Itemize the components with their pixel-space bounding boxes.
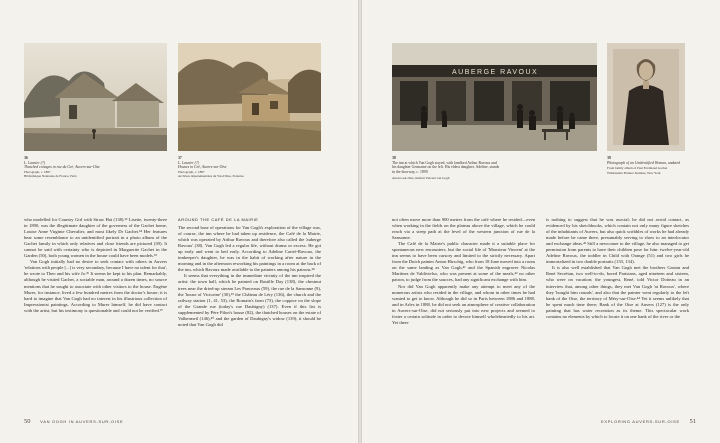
right-footer (601, 418, 696, 425)
paragraph: The Café de la Mairie's public character made it a suitable place for spontaneous new encounters, but the social life of 'Monsieur Vincent' at the inn seems to have been cursory and limited to the strictly necessary. Apart from the Dutch painter Anton Hirschig, who from 18 June moved into a room on the same landing as Van Gogh,⁴¹ and the Spanish engraver Nicolas Martínez de Valdivielso, who was present at some of the meals,⁴² no other patron, to judge from the sources, had any significant exchange with him. (392, 241, 535, 283)
left-footer (24, 418, 123, 425)
page-number: 50 (24, 418, 31, 425)
paragraph: The second base of operations for Van Gogh's exploration of the village was, of course, the inn where he had taken up residence, the Café de la Mairie, which was operated by Arthur Ravoux and therefore also called the 'auberge Ravoux' (38). Van Gogh led a regular life, without drama or excess. He got up early and went to bed early. According to Adeline Carrié-Ravoux, the innkeeper's daughter, he was in the habit of working after nature in the morning and in the afternoon reworking his paintings in a room at the back of the inn, which Ravoux made available to the painters among his patrons.³⁸ (178, 225, 321, 273)
paragraph: who modelled for Country Girl with Straw Hat (138).³³ Lisette, twenty-three in 1890, was the illegitimate daughter of the governess of the Gachet home, Louise Anne Virginie Chevalier, and most likely Dr Gachet.³⁴ Her features bear some resemblance to an unidentified portrait in a photo album of the Gachet family in which only relatives and close friends are pictured (39). It cannot be said with certainty who is depicted in Marguerite Gachet in the Garden (50), both young women in the house could have been models.³⁵ (24, 217, 167, 259)
left-text-column-2 (178, 217, 321, 328)
right-text-column-2 (546, 217, 689, 320)
running-title: EXPLORING AUVERS-SUR-OISE (601, 419, 680, 424)
figure-36-photo (24, 43, 167, 151)
paragraph: It is also well established that Van Gogh met the brothers Gaston and René Secrétan, two well-to-do, bored Parisians, aged nineteen and sixteen, who were on vacation; the youngest, René, told Victor Doiteau in an interview that, among other things, they met Van Gogh 'at Ravoux', where they 'bought him rounds', and also that the painter went regularly to the left bank of the Oise, the territory of Méry-sur-Oise.⁴⁴ Yet it seems unlikely that he spent much time there; Bank of the Oise at Auvers (127) is the only painting that has water recreation as its theme. This spectacular work contains no elements by which to locate it on one bank of the river or the (546, 265, 689, 319)
right-text-column-1 (392, 217, 535, 326)
figure-38-caption: 38 The inn at which Van Gogh stayed, with landlord Arthur Ravoux and his daughter Germaine on the left. His eldest daughter, Adeline, stands in the doorway, c. 1890 Auvers-sur-Oise, Institut Vincent van Gogh (392, 156, 500, 181)
paragraph: It seems that everything in the immediate vicinity of the inn inspired the artist: the town hall, which he painted on Bastille Day (138), the chestnut trees near the dried-up stream Les Ponceaux (59), the rue de la Sansonne (9), the 'house of Victorine' (30),³⁹ the Château de Léry (136), the church and the railway station (1, 41, 53), the Romain's farm (73), the coppice on the slope of the Grande rue (today's rue Daubigny) (137). Even if this list is supplemented by Père Pilon's house (82), the thatched houses on the estate of Valhermeil (146),⁴⁰ and the garden of Daubigny's widow (139), it should be noted that Van Gogh did (178, 273, 321, 327)
running-title: VAN GOGH IN AUVERS-SUR-OISE (40, 419, 124, 424)
inn-sign-text: AUBERGE RAVOUX (452, 69, 539, 76)
section-heading: AROUND THE CAFÉ DE LA MAIRIE (178, 217, 259, 222)
right-page (362, 0, 720, 443)
figure-36-caption: 36 L. Lasnier (?) Thatched cottages in rue du Gré, Auvers-sur-Oise Photograph, c. 1887 Bibliothèque Nationale de France, Paris (24, 156, 100, 179)
paragraph: is nothing to suggest that he was asocial; he did not avoid contact, as evidenced by his sketchbooks, which contain not only many figure sketches of the inhabitants of Auvers, but also quick scribbles of works he had already made before he came there, presumably serving to show to an interlocutor and exchange ideas.⁴³ Still a newcomer to the village, he also managed to get permission from parents to have their children pose for him: twelve-year-old Adeline Ravoux, the toddler in Child with Orange (51) and two girls he immortalized in two double portraits (133, 134). (546, 217, 689, 265)
figure-37-caption: 37 L. Lasnier (?) Houses in Gré, Auvers-sur-Oise Photograph, c. 1887 Archives départementales du Val-d'Oise, Pontoise (178, 156, 244, 179)
figure-39-caption: 39 Photograph of an Unidentified Woman, undated From family album of Paul Ferdinand Gachet Wildenstein Plattner Institute, New York (607, 156, 681, 175)
figure-38-photo (392, 43, 597, 151)
figure-39-photo (607, 43, 685, 151)
figure-37-photo (178, 43, 321, 151)
page-number: 51 (689, 418, 696, 425)
left-text-column-1 (24, 217, 167, 314)
left-page (0, 0, 358, 443)
paragraph: Nor did Van Gogh apparently make any attempt to meet any of the numerous artists who resided in the village, and whom in other times he had wanted to get to know. Although he did so in Paris between 1886 and 1888, and in Arles in 1888, he did not seek an atmosphere of creative collaboration in Auvers-sur-Oise, did not seriously put into new projects and seemed to foster a certain solitude in order to devote himself wholeheartedly to his art. Yet there (392, 283, 535, 325)
paragraph: not often move more than 900 metres from the café where he resided—even when working in the fields on the plateau above the village, which he could reach via a steep path at the level of the western junction of rue de la Sansonne. (392, 217, 535, 241)
paragraph: Van Gogh initially had no desire to seek contact with others in Auvers 'relations with people [...] is very secondary, because I have no talent for that', he wrote to Theo and his wife Jo.³⁶ It seems he kept to his plan. Remarkably, although he visited Gachet, a sociable man, around a dozen times, no source mentions that he sought to associate with other visitors to the house. Eugène Murer, for instance, lived a few hundred metres from the doctor's house; it is hard to imagine that Van Gogh had no interest in his illustrious collection of Impressionist paintings. According to Murer himself, he did have contact with the artist, but his testimony is questionable and could not be verified.³⁷ (24, 259, 167, 313)
